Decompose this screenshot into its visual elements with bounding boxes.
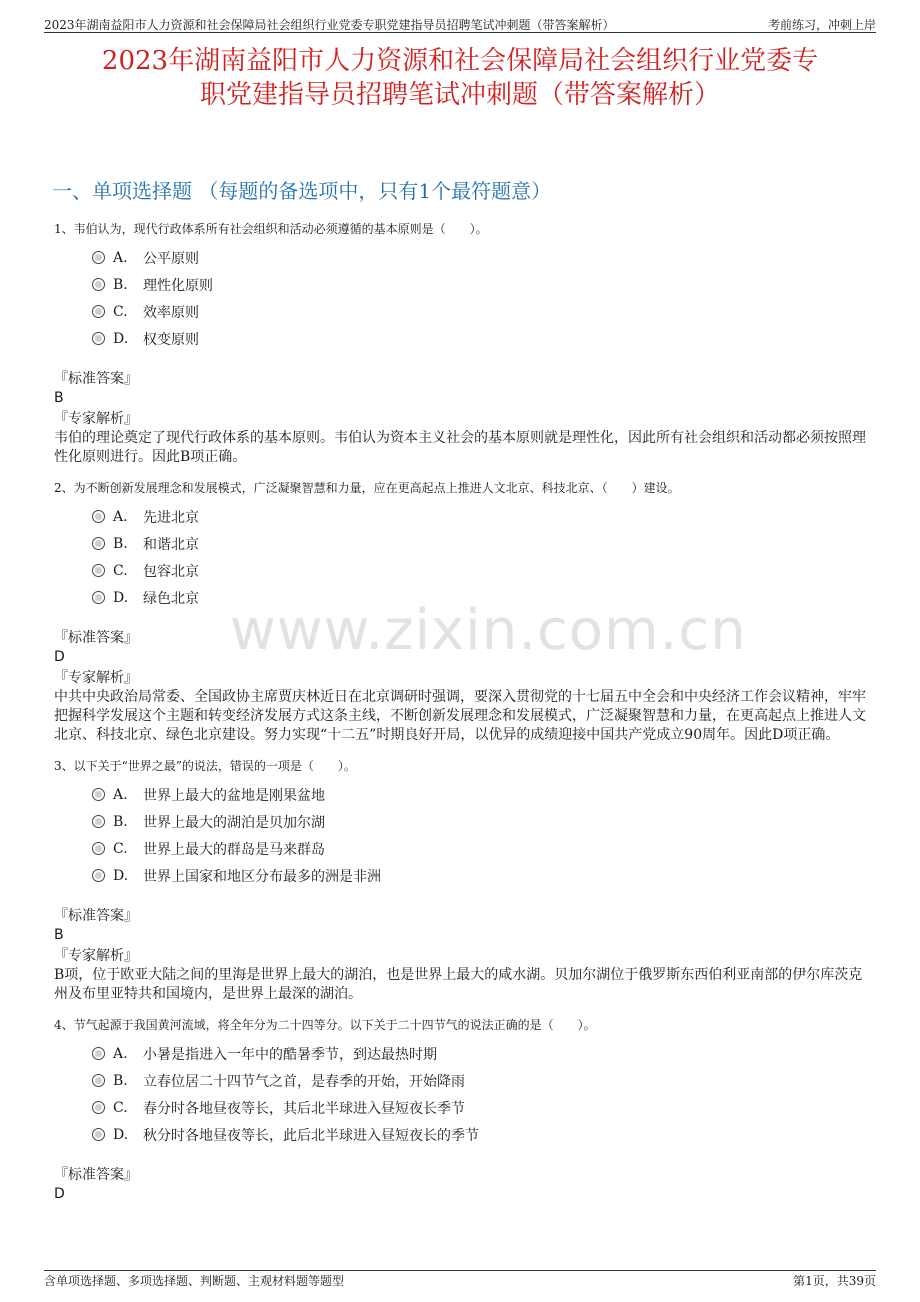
radio-icon[interactable] (92, 815, 105, 828)
section-title: 一、单项选择题 (52, 179, 192, 203)
section-heading (52, 176, 551, 206)
option-letter: C. (113, 1099, 128, 1116)
option-text: 权变原则 (143, 331, 199, 348)
question-stem: 2、为不断创新发展理念和发展模式，广泛凝聚智慧和力量，应在更高起点上推进人文北京、科技北京、（ ）建设。 (54, 481, 680, 495)
option-letter: D. (113, 867, 129, 884)
option-b[interactable] (92, 1067, 876, 1094)
explanation-text: 韦伯的理论奠定了现代行政体系的基本原则。韦伯认为资本主义社会的基本原则就是理性化，因此所有社会组织和活动都必须按照理性化原则进行。因此B项正确。 (54, 430, 866, 465)
option-c[interactable] (92, 557, 876, 584)
options-list (92, 1040, 876, 1148)
option-c[interactable] (92, 1094, 876, 1121)
option-text: 秋分时各地昼夜等长，此后北半球进入昼短夜长的季节 (143, 1127, 479, 1144)
options-list (92, 781, 876, 889)
answer-label: 『标准答案』 (54, 630, 138, 646)
radio-icon[interactable] (92, 1047, 105, 1060)
option-text: 理性化原则 (143, 277, 213, 294)
option-text: 小暑是指进入一年中的酷暑季节，到达最热时期 (143, 1046, 437, 1063)
answer-value: D (54, 649, 65, 665)
radio-icon[interactable] (92, 1128, 105, 1141)
question-list (54, 220, 876, 1216)
answer-label: 『标准答案』 (54, 1167, 138, 1183)
question-stem: 4、节气起源于我国黄河流域，将全年分为二十四等分。以下关于二十四节气的说法正确的是（ ）。 (54, 1018, 596, 1032)
option-c[interactable] (92, 835, 876, 862)
header-divider (44, 32, 876, 33)
answer-label: 『标准答案』 (54, 371, 138, 387)
option-a[interactable] (92, 1040, 876, 1067)
question-block (54, 220, 876, 467)
option-text: 公平原则 (143, 250, 199, 267)
option-text: 立春位居二十四节气之首，是春季的开始，开始降雨 (143, 1073, 465, 1090)
options-list (92, 503, 876, 611)
radio-icon[interactable] (92, 510, 105, 523)
option-letter: D. (113, 589, 129, 606)
option-letter: B. (113, 535, 128, 552)
option-letter: C. (113, 303, 128, 320)
option-letter: C. (113, 562, 128, 579)
option-text: 包容北京 (143, 563, 199, 580)
option-letter: B. (113, 276, 128, 293)
option-letter: A. (113, 249, 128, 266)
option-text: 春分时各地昼夜等长，其后北半球进入昼短夜长季节 (143, 1100, 465, 1117)
page-footer (44, 1273, 876, 1289)
question-stem: 1、韦伯认为，现代行政体系所有社会组织和活动必须遵循的基本原则是（ ）。 (54, 222, 488, 236)
question-block (54, 1016, 876, 1204)
option-d[interactable] (92, 1121, 876, 1148)
option-d[interactable] (92, 325, 876, 352)
answer-value: B (54, 390, 64, 406)
radio-icon[interactable] (92, 537, 105, 550)
footer-question-types: 含单项选择题、多项选择题、判断题、主观材料题等题型 (44, 1274, 345, 1288)
question-block (54, 479, 876, 745)
explanation-text: 中共中央政治局常委、全国政协主席贾庆林近日在北京调研时强调，要深入贯彻党的十七届五中全会和中央经济工作会议精神，牢牢把握科学发展这个主题和转变经济发展方式这条主线，不断创新发展理念和发展模式，广泛凝聚智慧和力量，在更高起点上推进人文北京、科技北京、绿色北京建设。努力实现“十二五”时期良好开局，以优异的成绩迎接中国共产党成立90周年。因此D项正确。 (54, 689, 866, 743)
page-header (44, 12, 876, 32)
explanation-text: B项，位于欧亚大陆之间的里海是世界上最大的湖泊，也是世界上最大的咸水湖。贝加尔湖位于俄罗斯东西伯利亚南部的伊尔库茨克州及布里亚特共和国境内，是世界上最深的湖泊。 (54, 967, 863, 1002)
option-text: 世界上国家和地区分布最多的洲是非洲 (143, 868, 381, 885)
answer-value: B (54, 927, 64, 943)
title-line-2: 职党建指导员招聘笔试冲刺题（带答案解析） (199, 80, 720, 110)
radio-icon[interactable] (92, 564, 105, 577)
option-d[interactable] (92, 584, 876, 611)
title-line-1: 2023年湖南益阳市人力资源和社会保障局社会组织行业党委专 (101, 46, 819, 76)
footer-divider (44, 1270, 876, 1271)
radio-icon[interactable] (92, 591, 105, 604)
option-letter: B. (113, 813, 128, 830)
option-c[interactable] (92, 298, 876, 325)
answer-label: 『标准答案』 (54, 908, 138, 924)
radio-icon[interactable] (92, 1074, 105, 1087)
option-letter: D. (113, 330, 129, 347)
option-text: 世界上最大的湖泊是贝加尔湖 (143, 814, 325, 831)
watermark: www.zixin.com.cn (230, 598, 747, 663)
radio-icon[interactable] (92, 332, 105, 345)
option-text: 绿色北京 (143, 590, 199, 607)
radio-icon[interactable] (92, 869, 105, 882)
document-title (44, 44, 876, 112)
option-letter: A. (113, 508, 128, 525)
question-stem: 3、以下关于“世界之最”的说法，错误的一项是（ ）。 (54, 759, 356, 773)
radio-icon[interactable] (92, 278, 105, 291)
options-list (92, 244, 876, 352)
page-number: 第1页，共39页 (793, 1274, 876, 1288)
radio-icon[interactable] (92, 788, 105, 801)
option-letter: D. (113, 1126, 129, 1143)
option-a[interactable] (92, 781, 876, 808)
option-text: 世界上最大的群岛是马来群岛 (143, 841, 325, 858)
option-d[interactable] (92, 862, 876, 889)
option-text: 先进北京 (143, 509, 199, 526)
option-text: 和谐北京 (143, 536, 199, 553)
option-b[interactable] (92, 530, 876, 557)
radio-icon[interactable] (92, 842, 105, 855)
radio-icon[interactable] (92, 1101, 105, 1114)
option-letter: A. (113, 1045, 128, 1062)
option-letter: B. (113, 1072, 128, 1089)
option-text: 世界上最大的盆地是刚果盆地 (143, 787, 325, 804)
explanation-label: 『专家解析』 (54, 670, 138, 686)
option-a[interactable] (92, 244, 876, 271)
explanation-label: 『专家解析』 (54, 411, 138, 427)
option-text: 效率原则 (143, 304, 199, 321)
option-b[interactable] (92, 271, 876, 298)
option-letter: A. (113, 786, 128, 803)
option-b[interactable] (92, 808, 876, 835)
radio-icon[interactable] (92, 305, 105, 318)
header-slogan: 考前练习，冲刺上岸 (767, 18, 876, 32)
question-block (54, 757, 876, 1004)
option-letter: C. (113, 840, 128, 857)
section-hint: （每题的备选项中，只有1个最符题意） (198, 179, 552, 203)
answer-value: D (54, 1186, 65, 1202)
explanation-label: 『专家解析』 (54, 948, 138, 964)
radio-icon[interactable] (92, 251, 105, 264)
option-a[interactable] (92, 503, 876, 530)
header-doc-title: 2023年湖南益阳市人力资源和社会保障局社会组织行业党委专职党建指导员招聘笔试冲刺题（带答案解析） (44, 18, 615, 32)
